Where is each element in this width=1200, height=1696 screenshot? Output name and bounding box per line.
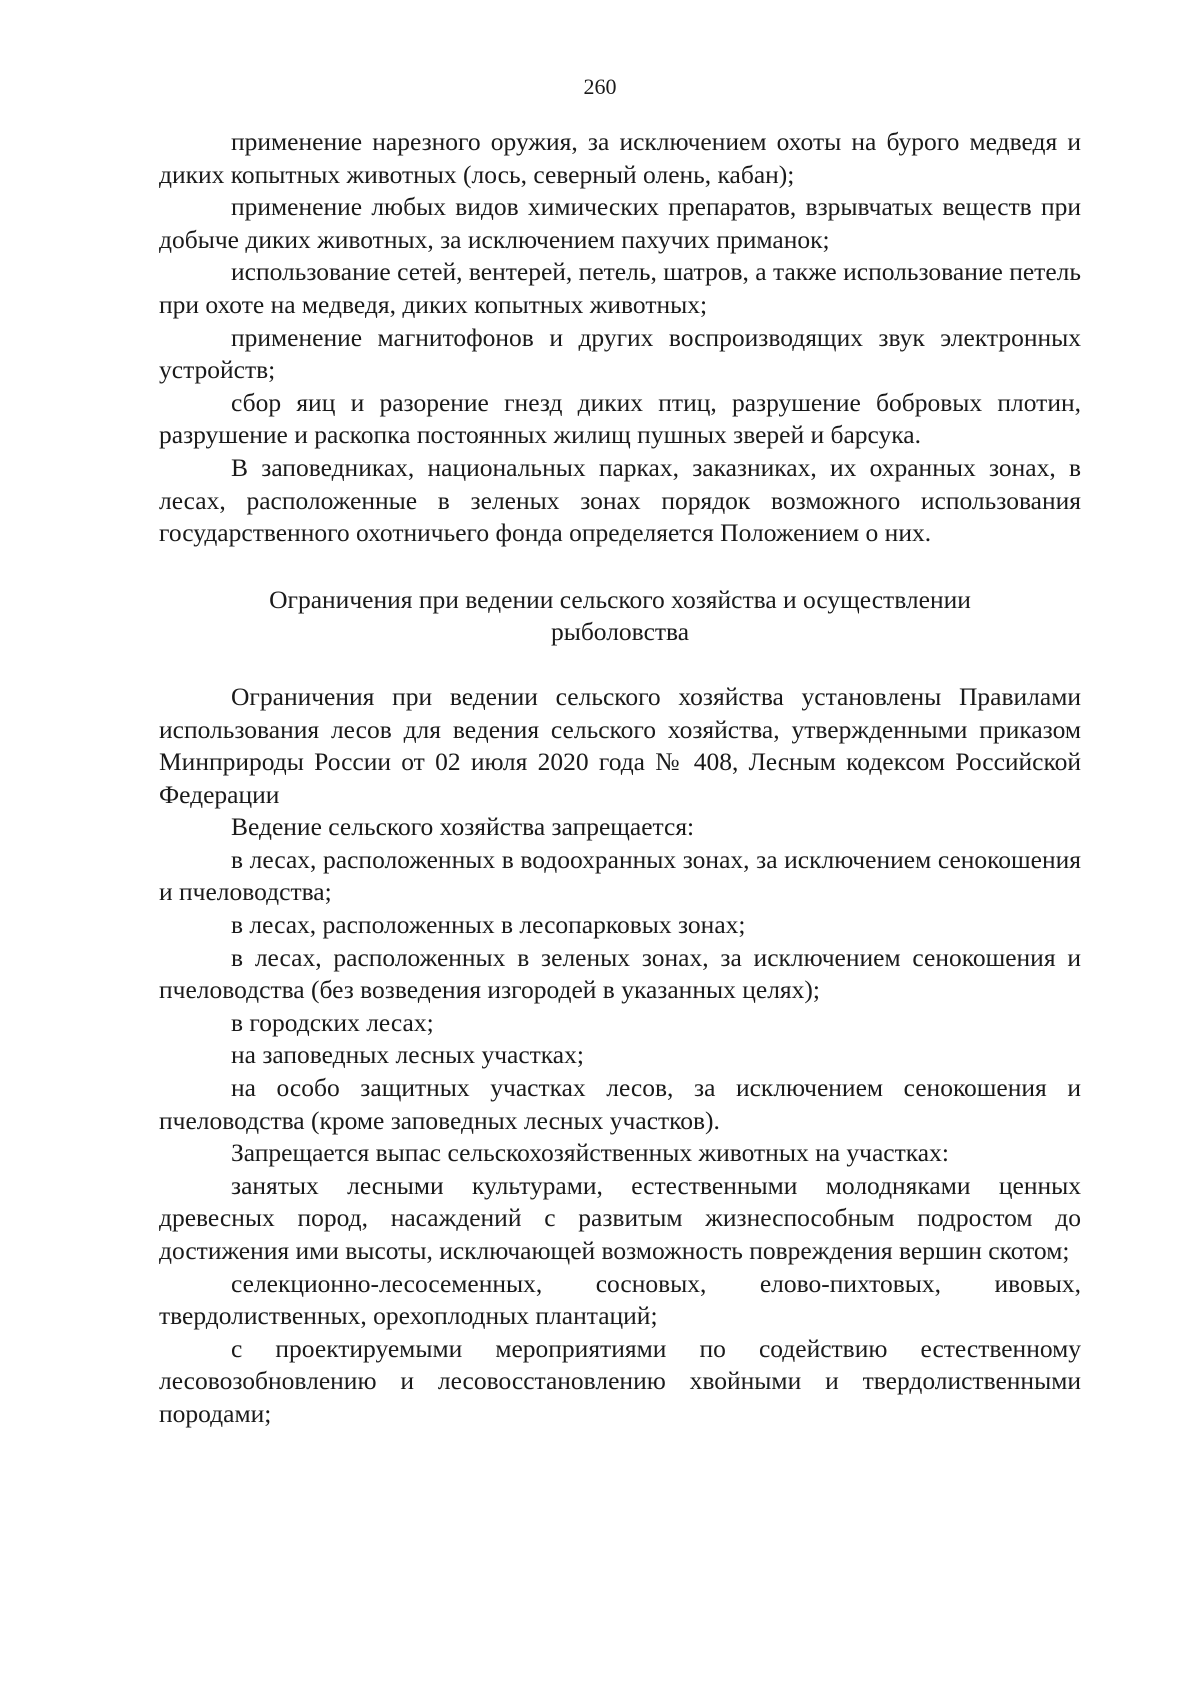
- list-item: с проектируемыми мероприятиями по содействию естественному лесовозобновлению и лесовосстановлению хвойными и твердолиственными породами;: [159, 1333, 1081, 1428]
- document-body: [159, 126, 1081, 1431]
- paragraph: использование сетей, вентерей, петель, шатров, а также использование петель при охоте на медведя, диких копытных животных;: [159, 257, 1081, 319]
- paragraph: применение нарезного оружия, за исключением охоты на бурого медведя и диких копытных животных (лось, северный олень, кабан);: [159, 127, 1081, 189]
- paragraph: Запрещается выпас сельскохозяйственных животных на участках:: [231, 1138, 949, 1168]
- list-item: селекционно-лесосеменных, сосновых, елово-пихтовых, ивовых, твердолиственных, орехоплодных плантаций;: [159, 1268, 1081, 1331]
- list-item: в лесах, расположенных в лесопарковых зонах;: [231, 910, 746, 940]
- paragraph: применение любых видов химических препаратов, взрывчатых веществ при добыче диких животных, за исключением пахучих приманок;: [159, 192, 1081, 254]
- list-item: в лесах, расположенных в зеленых зонах, за исключением сенокошения и пчеловодства (без возведения изгородей в указанных целях);: [159, 942, 1081, 1005]
- list-item: в лесах, расположенных в водоохранных зонах, за исключением сенокошения и пчеловодства;: [159, 844, 1081, 907]
- page-number: 260: [583, 74, 617, 99]
- section-heading: Ограничения при ведении сельского хозяйства и осуществлении рыболовства: [269, 584, 971, 647]
- list-item: в городских лесах;: [231, 1007, 434, 1037]
- paragraph: В заповедниках, национальных парках, заказниках, их охранных зонах, в лесах, расположенные в зеленых зонах порядок возможного использования государственного охотничьего фонда определяется Положением о них.: [159, 452, 1081, 548]
- list-item: на заповедных лесных участках;: [231, 1040, 584, 1070]
- paragraph: Ограничения при ведении сельского хозяйства установлены Правилами использования лесов для ведения сельского хозяйства, утвержденными приказом Минприроды России от 02 июля 2020 года № 408, Лесным кодексом Российской Федерации: [159, 681, 1081, 809]
- list-item: занятых лесными культурами, естественными молодняками ценных древесных пород, насаждений с развитым жизнеспособным подростом до достижения ими высоты, исключающей возможность повреждения вершин скотом;: [159, 1170, 1081, 1265]
- list-item: на особо защитных участках лесов, за исключением сенокошения и пчеловодства (кроме заповедных лесных участков).: [159, 1073, 1081, 1135]
- paragraph: сбор яиц и разорение гнезд диких птиц, разрушение бобровых плотин, разрушение и раскопка постоянных жилищ пушных зверей и барсука.: [159, 387, 1081, 450]
- paragraph: Ведение сельского хозяйства запрещается:: [231, 812, 695, 842]
- paragraph: применение магнитофонов и других воспроизводящих звук электронных устройств;: [159, 322, 1081, 385]
